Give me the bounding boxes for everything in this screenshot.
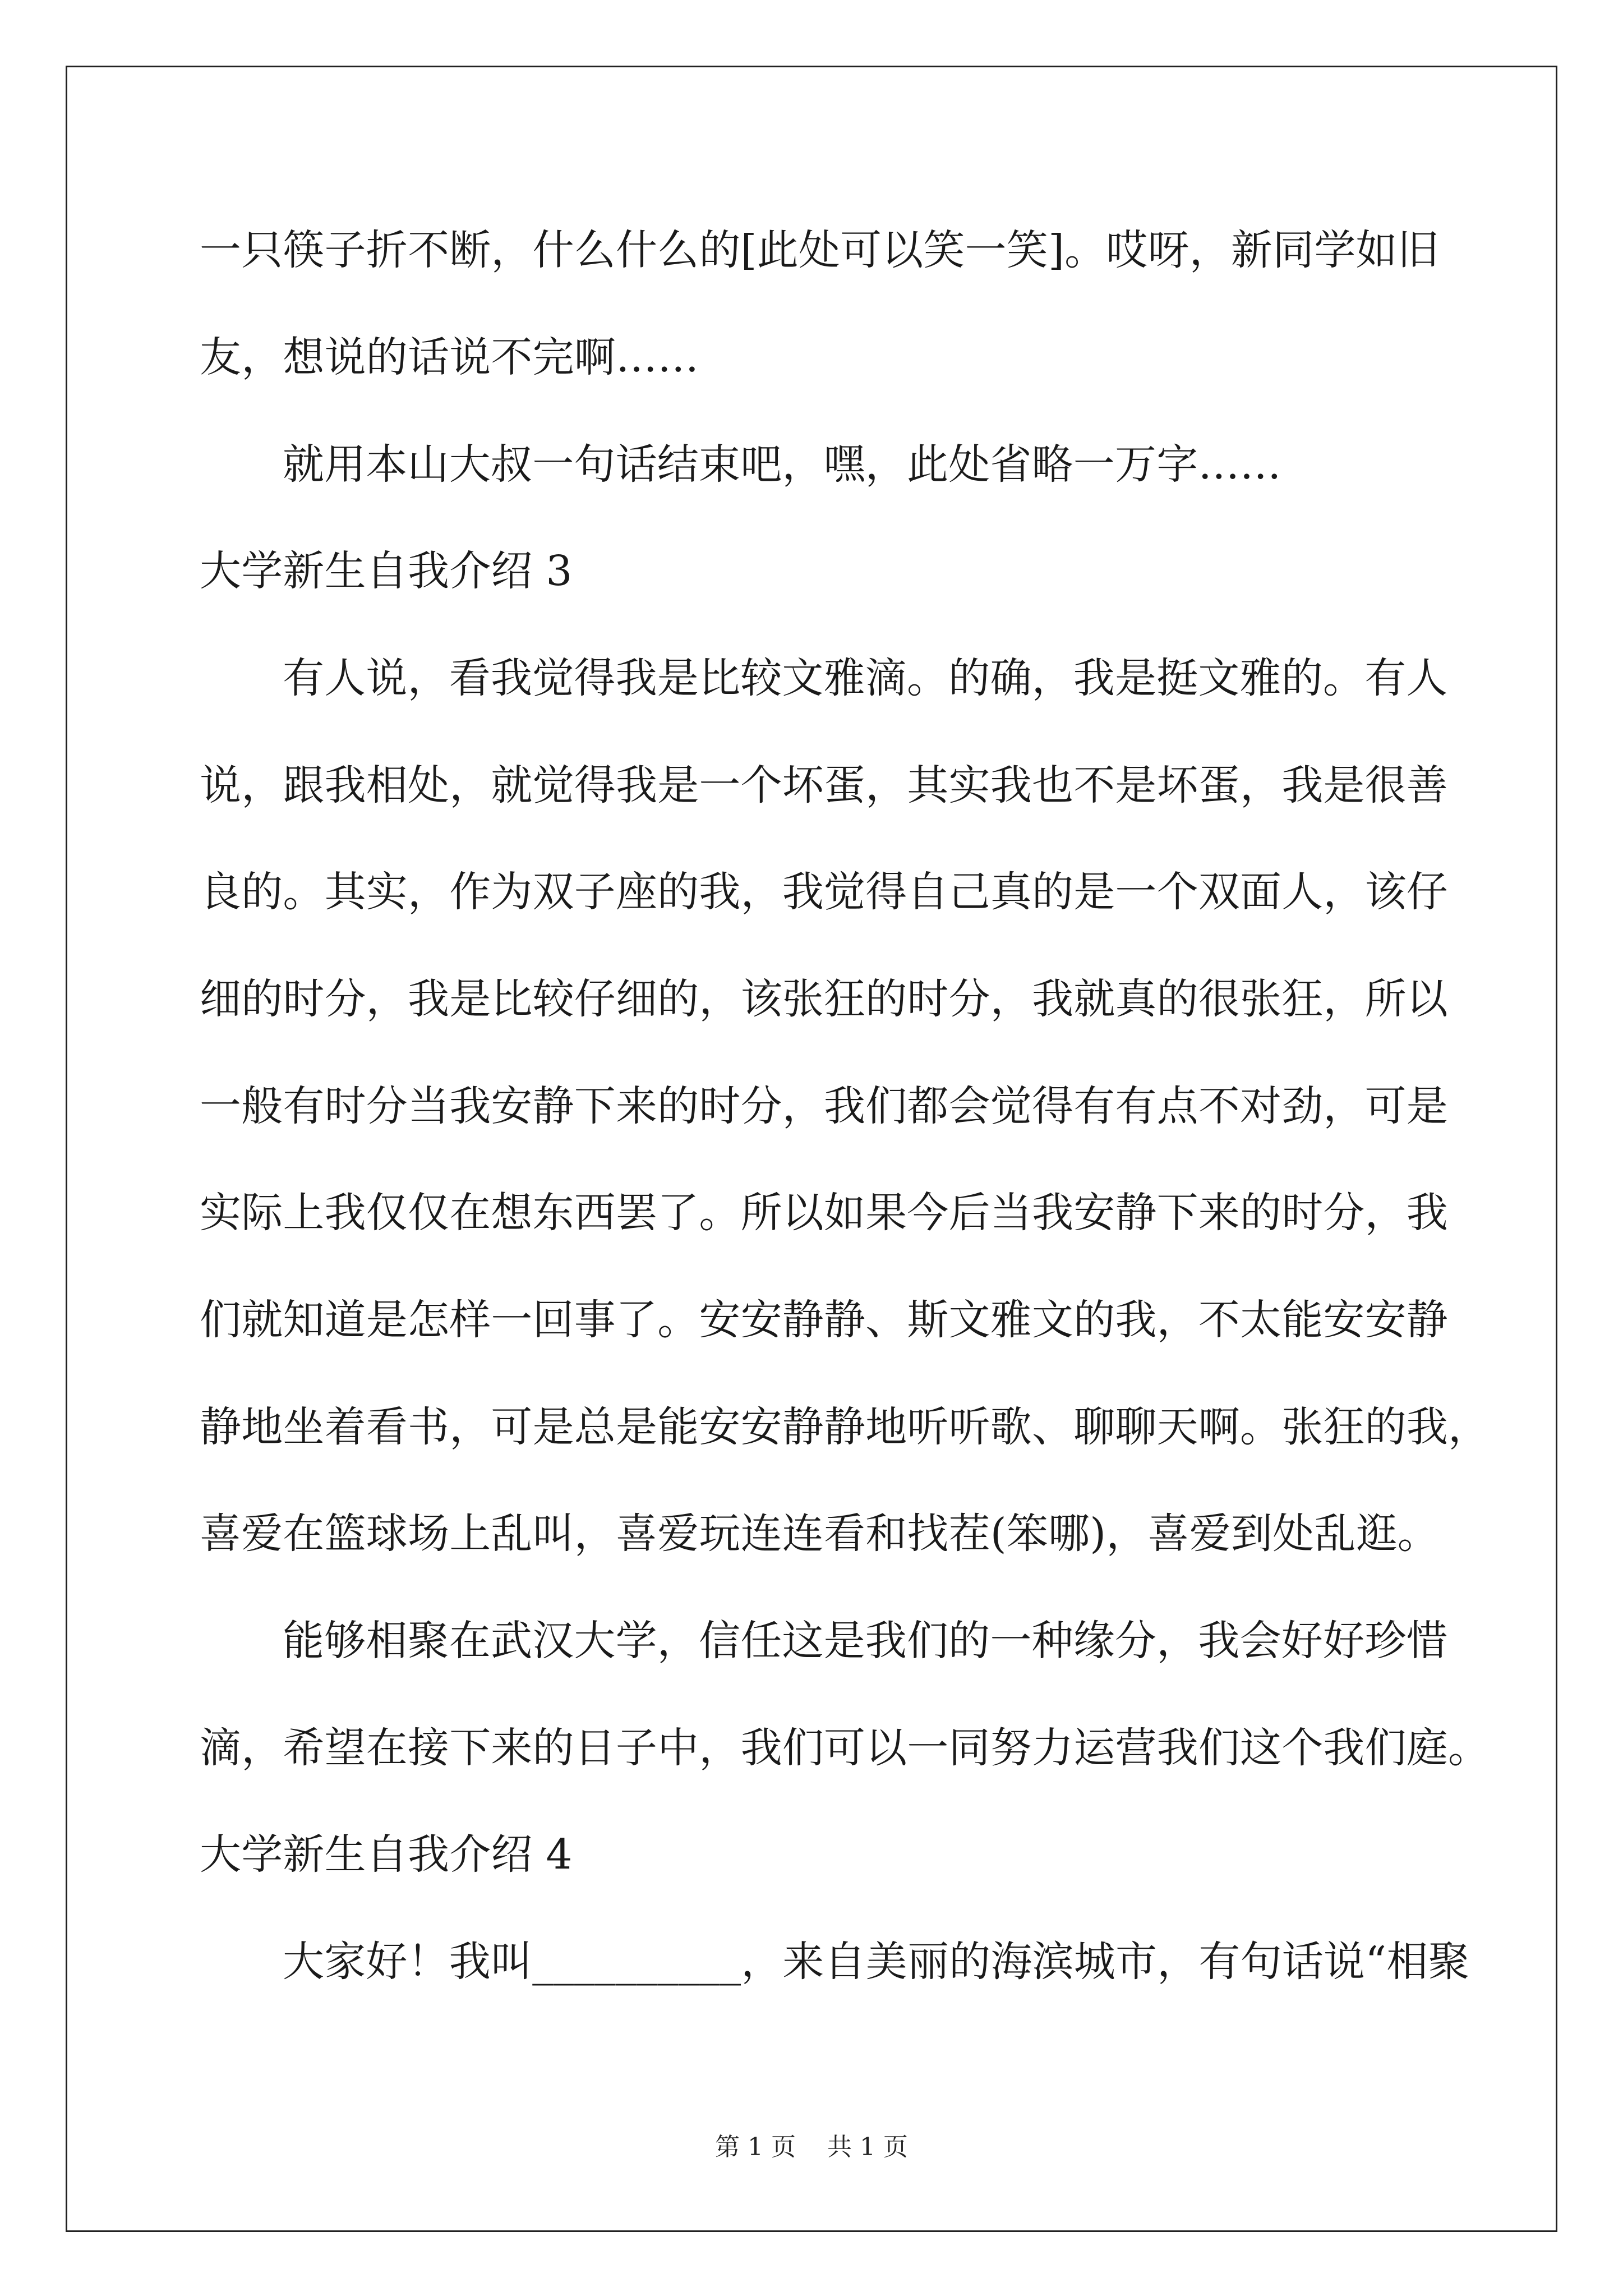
paragraph-line: 一般有时分当我安静下来的时分，我们都会觉得有有点不对劲，可是 bbox=[200, 1082, 1448, 1130]
paragraph-line: 能够相聚在武汉大学，信任这是我们的一种缘分，我会好好珍惜 bbox=[283, 1617, 1448, 1665]
paragraph-line: 友，想说的话说不完啊…… bbox=[200, 333, 699, 381]
section-heading: 大学新生自我介绍 3 bbox=[200, 547, 573, 595]
paragraph-line: 滴，希望在接下来的日子中，我们可以一同努力运营我们这个我们庭。 bbox=[200, 1724, 1490, 1772]
paragraph-line: 们就知道是怎样一回事了。安安静静、斯文雅文的我，不太能安安静 bbox=[200, 1296, 1448, 1344]
section-heading: 大学新生自我介绍 4 bbox=[200, 1830, 573, 1879]
paragraph-line: 良的。其实，作为双子座的我，我觉得自己真的是一个双面人，该仔 bbox=[200, 868, 1448, 916]
paragraph-line: 实际上我仅仅在想东西罢了。所以如果今后当我安静下来的时分，我 bbox=[200, 1189, 1448, 1237]
page-border bbox=[66, 66, 1557, 2232]
paragraph-line: 大家好！我叫__________，来自美丽的海滨城市，有句话说“相聚 bbox=[283, 1938, 1470, 1986]
paragraph-line: 一只筷子折不断，什么什么的[此处可以笑一笑]。哎呀，新同学如旧 bbox=[200, 226, 1439, 274]
page-footer: 第 1 页 共 1 页 bbox=[715, 2133, 908, 2161]
paragraph-line: 静地坐着看书，可是总是能安安静静地听听歌、聊聊天啊。张狂的我， bbox=[200, 1403, 1490, 1451]
paragraph-line: 说，跟我相处，就觉得我是一个坏蛋，其实我也不是坏蛋，我是很善 bbox=[200, 761, 1448, 809]
paragraph-line: 喜爱在篮球场上乱叫，喜爱玩连连看和找茬(笨哪)，喜爱到处乱逛。 bbox=[200, 1510, 1439, 1558]
paragraph-line: 细的时分，我是比较仔细的，该张狂的时分，我就真的很张狂，所以 bbox=[200, 975, 1448, 1023]
paragraph-line: 有人说，看我觉得我是比较文雅滴。的确，我是挺文雅的。有人 bbox=[283, 654, 1448, 702]
paragraph-line: 就用本山大叔一句话结束吧，嘿，此处省略一万字…… bbox=[283, 440, 1281, 489]
